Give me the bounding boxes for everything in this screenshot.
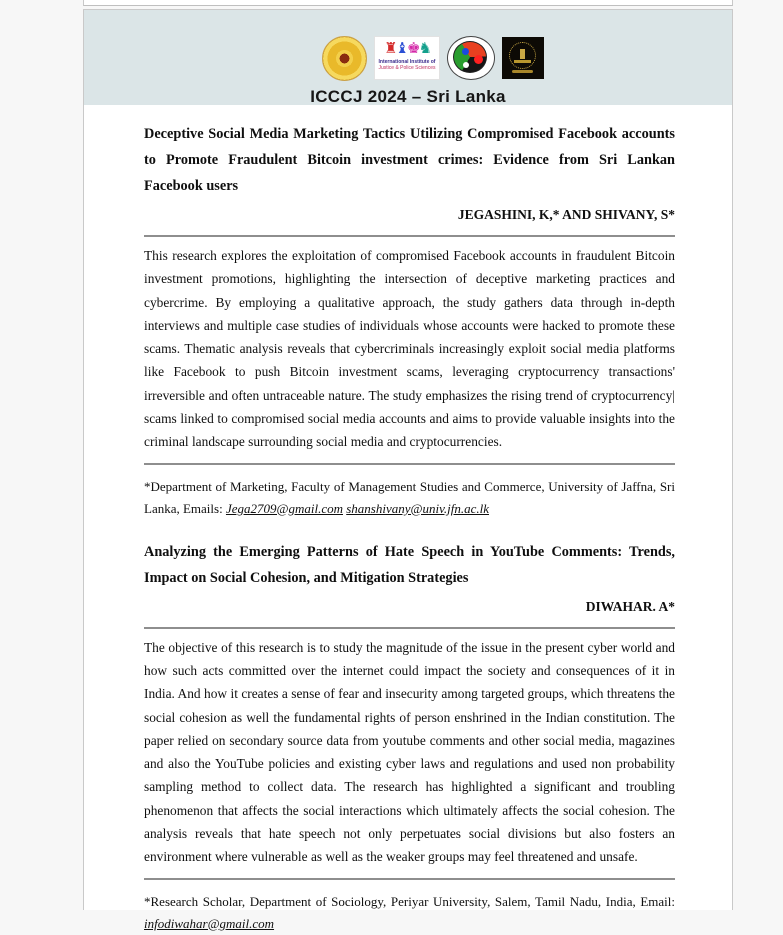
divider [144,627,675,629]
email-link[interactable]: Jega2709@gmail.com [225,500,343,516]
email-link[interactable]: shanshivany@univ.jfn.ac.lk [346,500,490,516]
previous-page-edge [83,0,733,6]
paper-authors: JEGASHINI, K,* AND SHIVANY, S* [457,207,675,222]
black-gold-crest-logo [502,37,544,79]
conference-banner [84,10,732,105]
affiliation-footnote [144,891,675,935]
iijps-logo [374,36,440,80]
abstract-text: The objective of this research is to study the magnitude of the issue in the present cyber world and how such acts committed over the internet could impact the society and consequences of it in India. And how it creates a sense of fear and insecurity among targeted groups, which threatens the social cohesion as well the fundamental rights of person enshrined in the Indian constitution. The paper relied on secondary source data from youtube comments and other social media, magazines and also the YouTube policies and existing cyber laws and regulations and used non probability sampling method to collect data. The research has highlighted a significant and troubling phenomenon that affects the social interactions which ultimately affects the social cohesion. The analysis reveals that hate speech not only perpetuates social divisions but also fosters an environment where vulnerable as well as the weaker groups may feel threatened and unsafe. [144,639,675,865]
paper-title: Deceptive Social Media Marketing Tactics Utilizing Compromised Facebook accounts to Promote Fraudulent Bitcoin investment crimes: Evidence from Sri Lankan Facebook users [144,126,675,194]
university-of-jaffna-seal-logo [322,36,367,81]
divider [144,235,675,237]
footnote-text: *Department of Marketing, Faculty of Management Studies and Commerce, University of Jaffna, Sri Lanka, Emails: [144,478,675,516]
email-link[interactable]: infodiwahar@gmail.com [144,915,275,931]
paper-abstract-2 [144,539,675,935]
affiliation-footnote [144,476,675,520]
page-content [84,121,732,935]
footnote-text: *Research Scholar, Department of Sociology, Periyar University, Salem, Tamil Nadu, India, Email: [144,893,675,909]
iijps-caption-line1: International Institute of [378,59,436,65]
paper-title: Analyzing the Emerging Patterns of Hate Speech in YouTube Comments: Trends, Impact on Social Cohesion, and Mitigation Strategies [144,543,675,586]
paper-authors: DIWAHAR. A* [585,598,675,614]
criminology-society-roundel-logo [447,36,495,80]
document-page [83,9,733,931]
divider [144,878,675,880]
logo-row [84,10,732,80]
divider [144,463,675,465]
abstract-text: This research explores the exploitation of compromised Facebook accounts in fraudulent Bitcoin investment promotions, highlighting the intersection of deceptive marketing practices and cybercrime. By employing a qualitative approach, the study gathers data through in-depth interviews and multiple case studies of individuals whose accounts were hacked to promote these scams. Thematic analysis reveals that cybercriminals increasingly exploit social media platforms like Facebook to push Bitcoin investment scams, leveraging cryptocurrency transactions' irreversible and often untraceable nature. The study emphasizes the rising trend of cryptocurrency| scams linked to compromised social media accounts and aims to provide valuable insights into the criminal landscape surrounding social media and cryptocurrencies. [144,248,675,450]
chess-pieces-icon: ♜♝♚♞ [384,39,430,57]
paper-abstract-1 [144,121,675,520]
conference-title: ICCCJ 2024 – Sri Lanka [310,87,506,106]
iijps-caption-line2: Justice & Police Sciences [378,65,436,71]
